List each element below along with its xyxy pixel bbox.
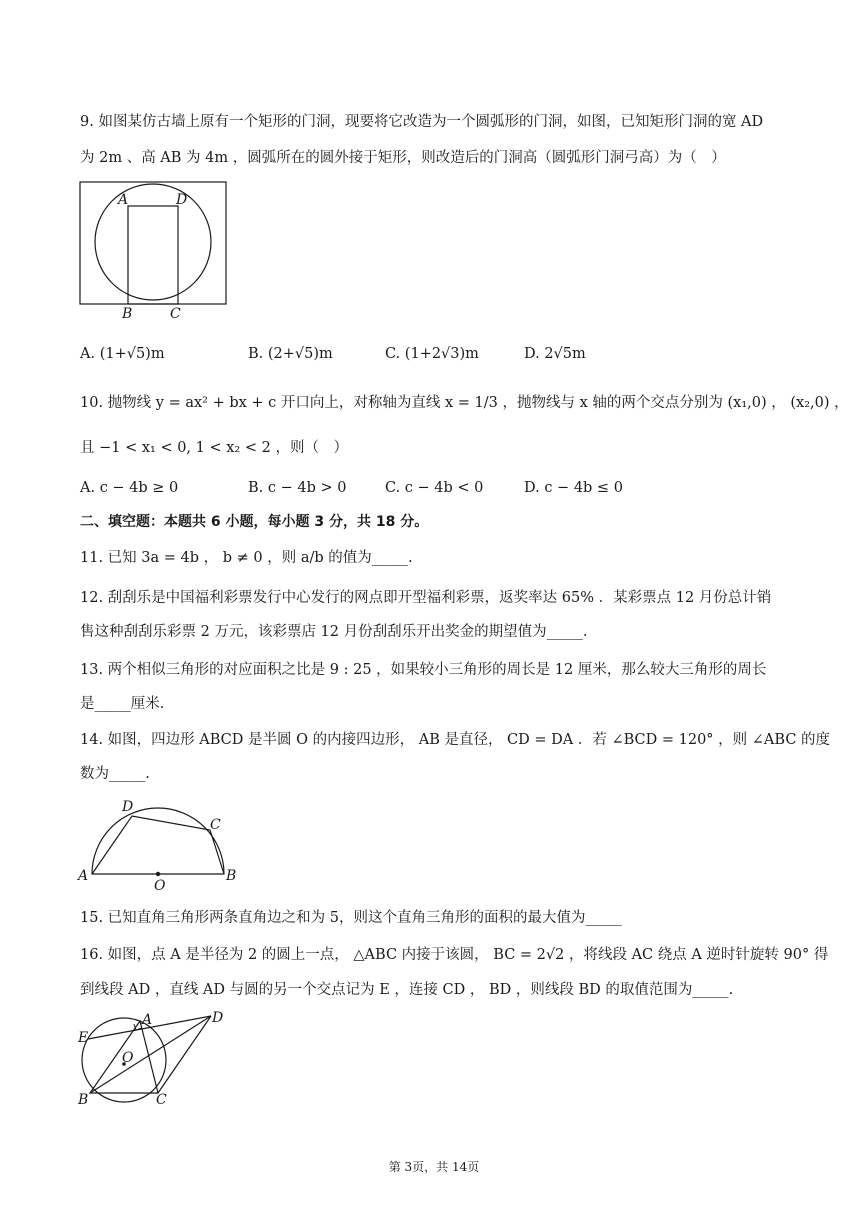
q16-label-o: O: [122, 1050, 134, 1066]
q10-text-line2: 且 −1 < x₁ < 0, 1 < x₂ < 2 ，则（ ）: [80, 440, 348, 456]
q12-text-line2: 售这种刮刮乐彩票 2 万元，该彩票店 12 月份刮刮乐开出奖金的期望值为_____.: [80, 624, 588, 640]
q16-text-line2: 到线段 AD ，直线 AD 与圆的另一个交点记为 E ，连接 CD ， BD ，则线段 BD 的取值范围为_____.: [80, 982, 734, 998]
q13-text-line1: 13. 两个相似三角形的对应面积之比是 9 : 25 ，如果较小三角形的周长是 12 厘米，那么较大三角形的周长: [80, 662, 767, 678]
q9-option-b: B. (2+√5)m: [248, 346, 333, 362]
q10-text-line1: 10. 抛物线 y = ax² + bx + c 开口向上，对称轴为直线 x = 1/3 ，抛物线与 x 轴的两个交点分别为 (x₁,0) ， (x₂,0) ，: [80, 395, 849, 411]
q13-text-line2: 是_____厘米.: [80, 696, 165, 712]
q16-label-b: B: [78, 1092, 89, 1108]
q16-label-c: C: [156, 1092, 167, 1108]
q16-figure: [76, 1010, 236, 1110]
page-footer: 第 3页，共 14页: [388, 1160, 480, 1174]
q16-label-d: D: [212, 1010, 224, 1026]
q9-text-line1: 9. 如图某仿古墙上原有一个矩形的门洞，现要将它改造为一个圆弧形的门洞，如图，已知矩形门洞的宽 AD: [80, 114, 764, 130]
q11-text: 11. 已知 3a = 4b ， b ≠ 0 ，则 a/b 的值为_____.: [80, 550, 413, 566]
q9-label-d: D: [176, 192, 188, 208]
q14-label-d: D: [122, 799, 134, 815]
q14-text-line2: 数为_____.: [80, 766, 150, 782]
q10-option-b: B. c − 4b > 0: [248, 480, 347, 496]
q9-label-a: A: [118, 192, 129, 208]
q16-label-a: A: [142, 1012, 153, 1028]
q10-option-d: D. c − 4b ≤ 0: [524, 480, 623, 496]
q16-label-e: E: [78, 1030, 89, 1046]
q12-text-line1: 12. 刮刮乐是中国福利彩票发行中心发行的网点即开型福利彩票，返奖率达 65% ．某彩票点 12 月份总计销: [80, 590, 772, 606]
q9-label-c: C: [170, 306, 181, 322]
q14-figure: [78, 796, 248, 894]
q14-text-line1: 14. 如图，四边形 ABCD 是半圆 O 的内接四边形， AB 是直径， CD = DA ．若 ∠BCD = 120° ，则 ∠ABC 的度: [80, 732, 831, 748]
q10-option-a: A. c − 4b ≥ 0: [80, 480, 179, 496]
q9-label-b: B: [122, 306, 133, 322]
q14-label-a: A: [78, 868, 89, 884]
section-fill-in-title: 二、填空题：本题共 6 小题，每小题 3 分，共 18 分。: [80, 514, 429, 530]
q15-text: 15. 已知直角三角形两条直角边之和为 5，则这个直角三角形的面积的最大值为_____: [80, 910, 622, 926]
q14-label-b: B: [226, 868, 237, 884]
q9-option-d: D. 2√5m: [524, 346, 586, 362]
q9-option-c: C. (1+2√3)m: [385, 346, 479, 362]
q14-label-o: O: [154, 878, 166, 894]
q14-label-c: C: [210, 817, 221, 833]
q16-text-line1: 16. 如图，点 A 是半径为 2 的圆上一点， △ABC 内接于该圆， BC = 2√2 ，将线段 AC 绕点 A 逆时针旋转 90° 得: [80, 947, 829, 963]
q9-figure: [78, 178, 238, 322]
q9-option-a: A. (1+√5)m: [80, 346, 165, 362]
q10-option-c: C. c − 4b < 0: [385, 480, 484, 496]
q9-text-line2: 为 2m 、高 AB 为 4m ，圆弧所在的圆外接于矩形，则改造后的门洞高（圆弧形门洞弓高）为（ ）: [80, 150, 726, 166]
